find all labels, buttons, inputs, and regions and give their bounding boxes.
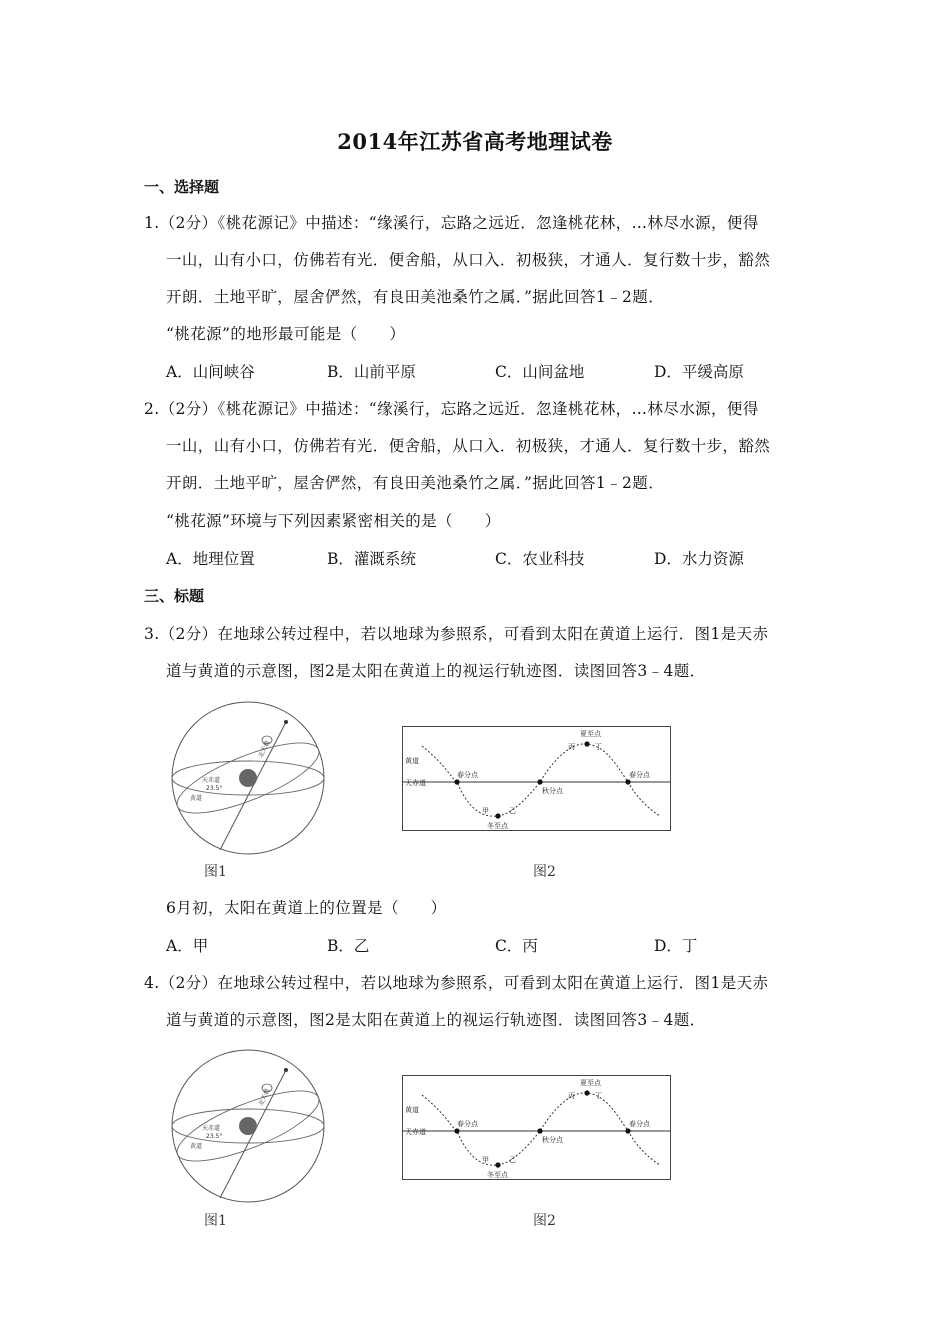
ecliptic-track-figure	[402, 1075, 672, 1181]
q2-option-d[interactable]: D．水力资源	[654, 550, 744, 568]
yi-label: 乙	[509, 807, 516, 815]
tianchidao-label: 天赤道	[405, 1128, 426, 1136]
q1-line-1: 1.（2分）《桃花源记》中描述：“缘溪行，忘路之远近．忽逢桃花林，…林尽水源，便得	[144, 214, 759, 232]
page-title: 2014年江苏省高考地理试卷	[337, 129, 613, 154]
q2-option-c[interactable]: C．农业科技	[495, 550, 585, 568]
q3-option-c[interactable]: C．丙	[495, 937, 538, 955]
qiufen-label: 秋分点	[542, 787, 563, 795]
q3-option-a[interactable]: A．甲	[166, 937, 209, 955]
figure-2-caption: 图2	[533, 864, 556, 880]
xiazhi-label: 夏至点	[580, 1079, 601, 1087]
q1-option-a[interactable]: A．山间峡谷	[166, 363, 255, 381]
jia-label: 甲	[482, 807, 489, 815]
fig1-angle-label: 23.5°	[206, 1133, 223, 1140]
fig1-ecliptic-label: 黄道	[190, 1143, 203, 1150]
q3-option-d[interactable]: D．丁	[654, 937, 698, 955]
ding-label: 丁	[595, 1092, 602, 1100]
q3-line-1: 3.（2分）在地球公转过程中，若以地球为参照系，可看到太阳在黄道上运行．图1是天赤	[144, 625, 769, 643]
bing-label: 丙	[568, 743, 575, 751]
q4-line-2: 道与黄道的示意图，图2是太阳在黄道上的视运行轨迹图．读图回答3﹣4题．	[166, 1011, 706, 1029]
jia-label: 甲	[482, 1156, 489, 1164]
fig1-equator-label: 天赤道	[202, 1125, 221, 1132]
figure-1-caption: 图1	[204, 1213, 227, 1229]
chunfen-label-left: 春分点	[457, 771, 478, 779]
huangdao-label: 黄道	[405, 1106, 419, 1114]
celestial-sphere-figure	[160, 700, 340, 880]
huangdao-label: 黄道	[405, 757, 419, 765]
chunfen-label-left: 春分点	[457, 1120, 478, 1128]
q1-stem: “桃花源”的地形最可能是（ ）	[166, 325, 406, 343]
q2-option-a[interactable]: A．地理位置	[166, 550, 255, 568]
q3-option-b[interactable]: B．乙	[327, 937, 370, 955]
fig1-equator-label: 天赤道	[202, 777, 221, 784]
q2-line-1: 2.（2分）《桃花源记》中描述：“缘溪行，忘路之远近．忽逢桃花林，…林尽水源，便得	[144, 400, 759, 418]
chunfen-label-right: 春分点	[629, 1120, 650, 1128]
chunfen-label-right: 春分点	[629, 771, 650, 779]
ding-label: 丁	[595, 743, 602, 751]
q2-stem: “桃花源”环境与下列因素紧密相关的是（ ）	[166, 512, 501, 530]
north-pole-label: 北天极	[257, 1087, 272, 1107]
figure-1-caption: 图1	[204, 864, 227, 880]
fig1-angle-label: 23.5°	[206, 785, 223, 792]
qiufen-label: 秋分点	[542, 1136, 563, 1144]
q1-option-d[interactable]: D．平缓高原	[654, 363, 744, 381]
q4-line-1: 4.（2分）在地球公转过程中，若以地球为参照系，可看到太阳在黄道上运行．图1是天赤	[144, 974, 769, 992]
figure-2-caption: 图2	[533, 1213, 556, 1229]
dongzhi-label: 冬至点	[487, 1171, 508, 1179]
q1-option-b[interactable]: B．山前平原	[327, 363, 416, 381]
q2-line-3: 开朗．土地平旷，屋舍俨然，有良田美池桑竹之属．”据此回答1﹣2题．	[166, 474, 665, 492]
q1-option-c[interactable]: C．山间盆地	[495, 363, 585, 381]
section-heading-choice: 一、选择题	[144, 178, 220, 196]
q3-stem: 6月初，太阳在黄道上的位置是（ ）	[166, 899, 447, 917]
tianchidao-label: 天赤道	[405, 779, 426, 787]
dongzhi-label: 冬至点	[487, 822, 508, 830]
bing-label: 丙	[568, 1092, 575, 1100]
fig1-ecliptic-label: 黄道	[190, 795, 203, 802]
section-heading-title: 三、标题	[144, 587, 205, 605]
celestial-sphere-figure	[160, 1048, 340, 1228]
q1-line-2: 一山，山有小口，仿佛若有光．便舍船，从口入．初极狭，才通人．复行数十步，豁然	[166, 251, 771, 269]
ecliptic-track-figure	[402, 726, 672, 832]
q2-option-b[interactable]: B．灌溉系统	[327, 550, 416, 568]
q3-line-2: 道与黄道的示意图，图2是太阳在黄道上的视运行轨迹图．读图回答3﹣4题．	[166, 662, 706, 680]
xiazhi-label: 夏至点	[580, 730, 601, 738]
q1-line-3: 开朗．土地平旷，屋舍俨然，有良田美池桑竹之属．”据此回答1﹣2题．	[166, 288, 665, 306]
q2-line-2: 一山，山有小口，仿佛若有光．便舍船，从口入．初极狭，才通人．复行数十步，豁然	[166, 437, 771, 455]
yi-label: 乙	[509, 1156, 516, 1164]
north-pole-label: 北天极	[257, 739, 272, 759]
